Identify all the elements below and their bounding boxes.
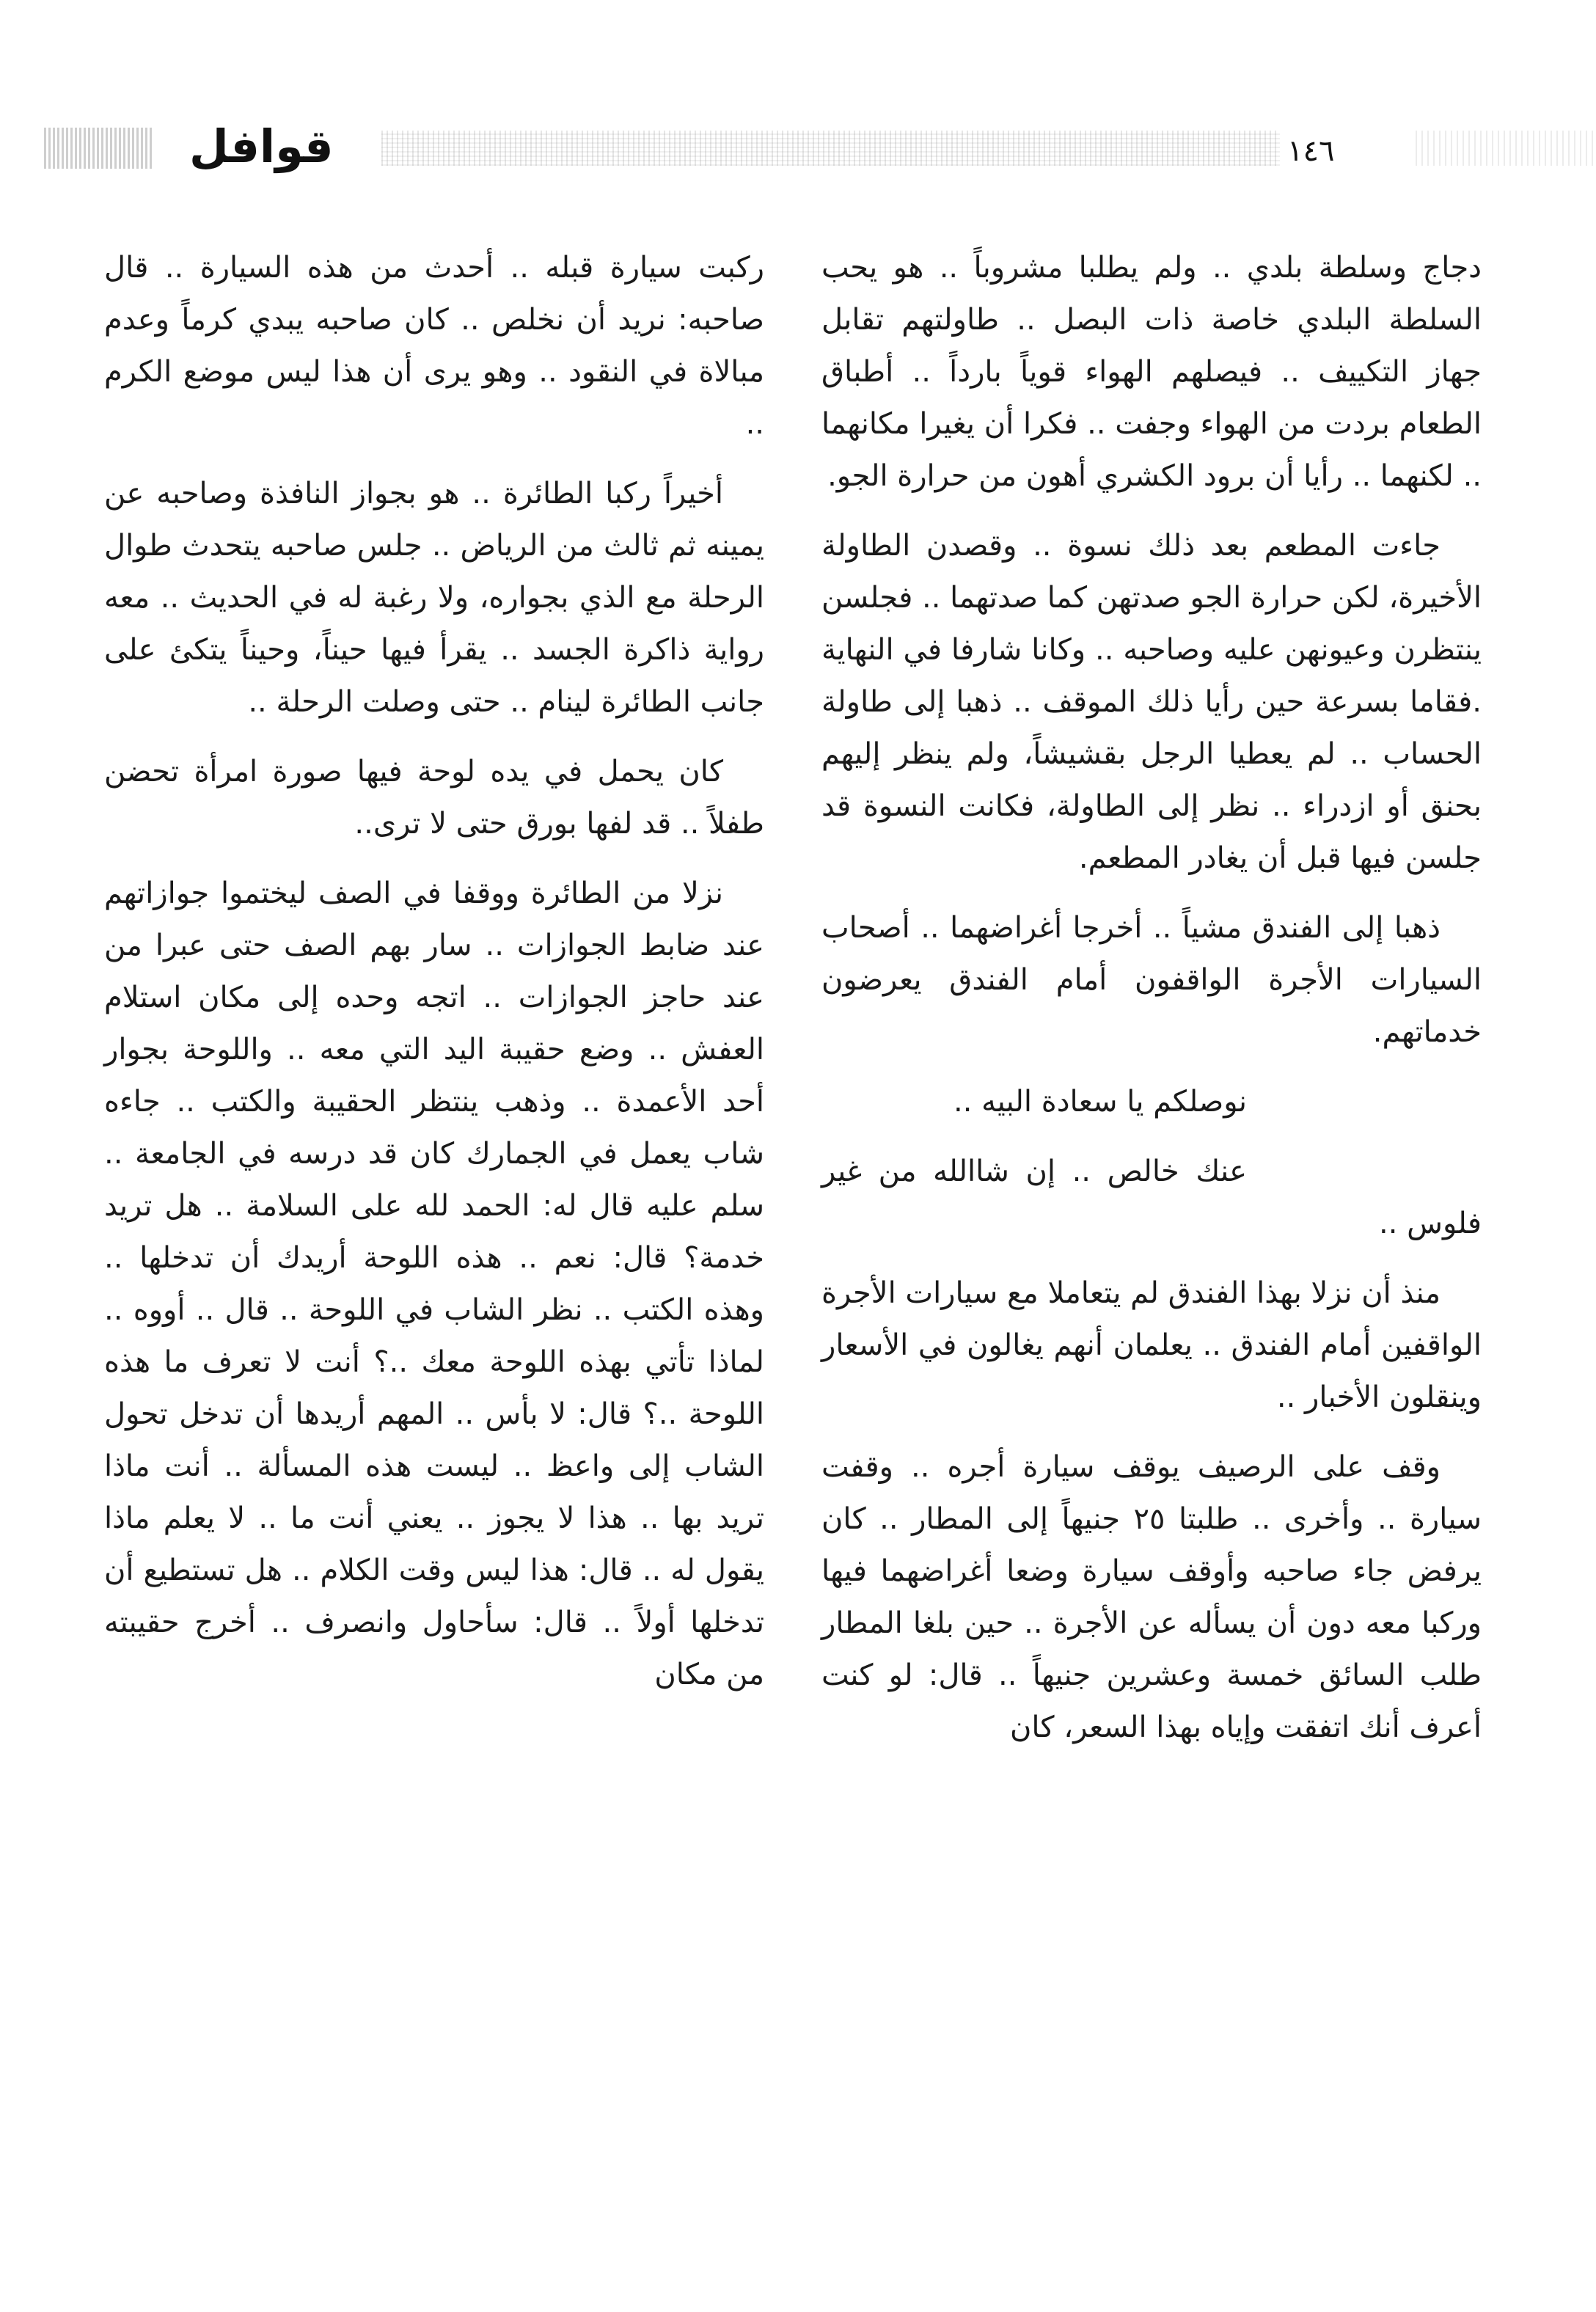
header-texture-band <box>381 131 1298 166</box>
paragraph: جاءت المطعم بعد ذلك نسوة .. وقصدن الطاولة الأخيرة، لكن حرارة الجو صدتهن كما صدتهما .. فجلسن ينتظرن وعيونهن عليه وصاحبه .. وكانا شارفا في النهاية .فقاما بسرعة حين رأيا ذلك الموقف .. ذهبا إلى طاولة الحساب .. لم يعطيا الرجل بقشيشاً، ولم ينظر إليهم بحنق أو ازدراء .. نظر إلى الطاولة، فكانت النسوة قد جلسن فيها قبل أن يغادر المطعم. <box>821 529 1482 875</box>
paragraph: وقف على الرصيف يوقف سيارة أجره .. وقفت سيارة .. وأخرى .. طلبتا ٢٥ جنيهاً إلى المطار .. كان يرفض جاء صاحبه وأوقف سيارة وضعا أغراضهما فيها وركبا معه دون أن يسأله عن الأجرة .. حين بلغا المطار طلب السائق خمسة وعشرين جنيهاً .. قال: لو كنت أعرف أنك اتفقت وإياه بهذا السعر، كان <box>821 1450 1482 1744</box>
page-number: ١٤٦ <box>1280 131 1341 172</box>
page-header <box>0 110 1596 183</box>
paragraph: نزلا من الطائرة ووقفا في الصف ليختموا جوازاتهم عند ضابط الجوازات .. سار بهم الصف حتى عبرا من عند حاجز الجوازات .. اتجه وحده إلى مكان استلام العفش .. وضع حقيبة اليد التي معه .. واللوحة بجوار أحد الأعمدة .. وذهب ينتظر الحقيبة والكتب .. جاءه شاب يعمل في الجمارك كان قد درسه في الجامعة .. سلم عليه قال له: الحمد لله على السلامة .. هل تريد خدمة؟ قال: نعم .. هذه اللوحة أريدك أن تدخلها .. وهذه الكتب .. نظر الشاب في اللوحة .. قال .. أووه .. لماذا تأتي بهذه اللوحة معك ..؟ أنت لا تعرف ما هذه اللوحة ..؟ قال: لا بأس .. المهم أريدها أن تدخل تحول الشاب إلى واعظ .. ليست هذه المسألة .. أنت ماذا تريد بها .. هذا لا يجوز .. يعني أنت ما .. لا يعلم ماذا يقول له .. قال: هذا ليس وقت الكلام .. هل تستطيع أن تدخلها أولاً .. قال: سأحاول وانصرف .. أخرج حقيبته من مكان <box>104 877 764 1691</box>
paragraph: ذهبا إلى الفندق مشياً .. أخرجا أغراضهما .. أصحاب السيارات الأجرة الواقفون أمام الفندق يعرضون خدماتهم. <box>821 911 1482 1049</box>
paragraph: دجاج وسلطة بلدي .. ولم يطلبا مشروباً .. هو يحب السلطة البلدي خاصة ذات البصل .. طاولتهم تقابل جهاز التكييف .. فيصلهم الهواء قوياً بارداً .. أطباق الطعام بردت من الهواء وجفت .. فكرا أن يغيرا مكانهما .. لكنهما .. رأيا أن برود الكشري أهون من حرارة الجو. <box>821 251 1482 493</box>
section-title: قوافل <box>189 120 334 173</box>
dialogue-line: عنك خالص .. إن شاالله من غير فلوس .. <box>821 1155 1482 1240</box>
paragraph: أخيراً ركبا الطائرة .. هو بجواز النافذة وصاحبه عن يمينه ثم ثالث من الرياض .. جلس صاحبه يتحدث طوال الرحلة مع الذي بجواره، ولا رغبة له في الحديث .. معه رواية ذاكرة الجسد .. يقرأ فيها حيناً، وحيناً يتكئ على جانب الطائرة لينام .. حتى وصلت الرحلة .. <box>104 477 764 719</box>
paragraph: منذ أن نزلا بهذا الفندق لم يتعاملا مع سيارات الأجرة الواقفين أمام الفندق .. يعلمان أنهم يغالون في الأسعار وينقلون الأخبار .. <box>821 1276 1482 1414</box>
header-texture-left <box>44 128 154 169</box>
paragraph: كان يحمل في يده لوحة فيها صورة امرأة تحضن طفلاً .. قد لفها بورق حتى لا ترى.. <box>104 755 764 841</box>
right-column <box>821 242 1482 1771</box>
paragraph: ركبت سيارة قبله .. أحدث من هذه السيارة .. قال صاحبه: نريد أن نخلص .. كان صاحبه يبدي كرماً وعدم مبالاة في النقود .. وهو يرى أن هذا ليس موضع الكرم .. <box>104 251 764 441</box>
dialogue-line: نوصلكم يا سعادة البيه .. <box>953 1085 1247 1119</box>
header-texture-right <box>1416 131 1596 166</box>
left-column <box>104 242 764 1719</box>
